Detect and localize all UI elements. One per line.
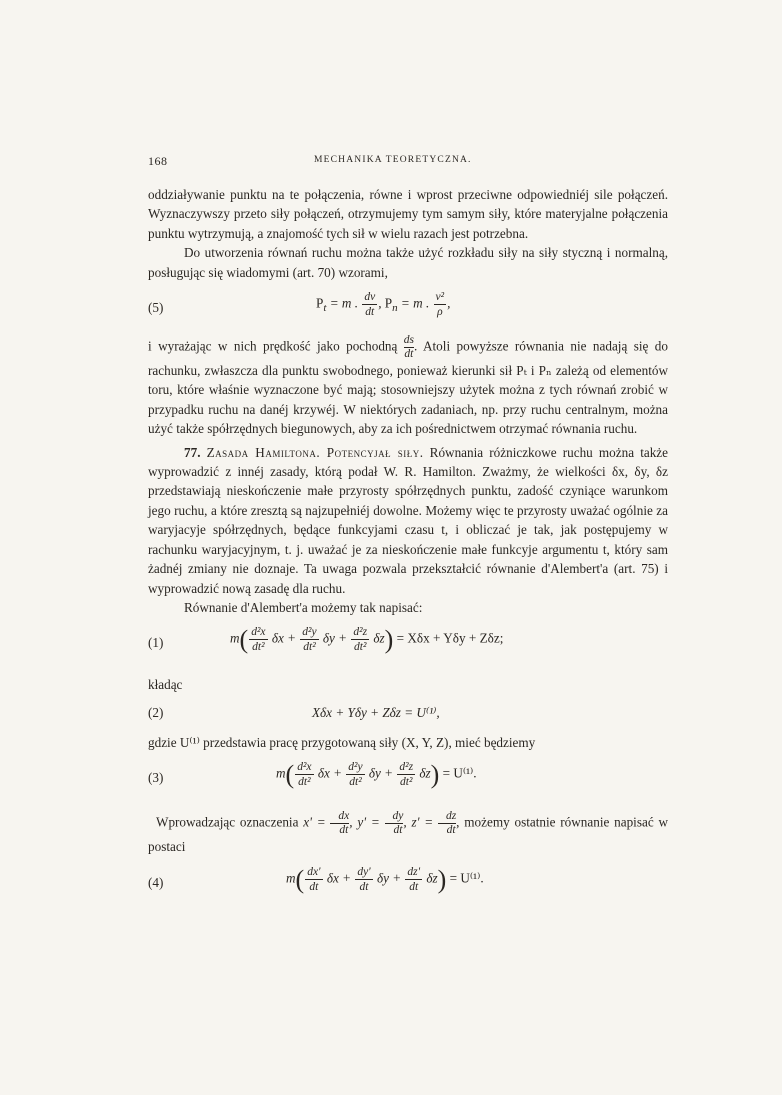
fraction: $\frac{\text{v²}}{\rho}$ [435, 291, 445, 319]
equation-1 [148, 621, 668, 671]
equation-number: (5) [148, 300, 164, 316]
fraction: $\frac{dx'}{dt}$ [307, 865, 321, 893]
page-number: 168 [148, 154, 168, 168]
section-77 [148, 443, 668, 598]
fraction: $\frac{\text{d²y}}{\text{dt²}}$ [302, 626, 317, 654]
fraction: $\frac{\text{d²x}}{\text{dt²}}$ [251, 626, 266, 654]
inline-fraction: $\frac{ds}{dt}$ [403, 334, 415, 361]
fraction: $\frac{\text{d²z}}{\text{dt²}}$ [399, 761, 414, 789]
equation-3 [148, 756, 668, 806]
paragraph-5: gdzie U⁽¹⁾ przedstawia pracę przygotowaną siły (X, Y, Z), mieć będziemy [148, 734, 536, 750]
equation-2 [148, 699, 668, 729]
equation-number: (2) [148, 704, 164, 720]
equation-4 [148, 861, 668, 911]
fraction: $\frac{\text{d²x}}{\text{dt²}}$ [297, 761, 312, 789]
equation-formula: m( $\frac{dx'}{dt}$ δx + $\frac{dy'}{dt}$ δy + $\frac{dz'}{dt}$ δz) = U⁽¹⁾. [286, 864, 484, 894]
paragraph-4: Równanie d'Alembert'a możemy tak napisać: [184, 599, 423, 615]
paragraph-2: Do utworzenia równań ruchu można także użyć rozkładu siły na siły styczną i normalną, posługując się wiadomymi (art. 70) wzorami, [148, 245, 668, 280]
equation-5 [148, 286, 668, 330]
section-title: Zasada Hamiltona. Potencyjał siły. [206, 444, 424, 460]
fraction: $\frac{dz'}{dt}$ [407, 865, 421, 893]
equation-formula: $P_t = m$ . $\frac{dv}{dt}$ , $P_n = m$ . $\frac{\text{v²}}{\rho}$ , [316, 291, 451, 319]
label-kladac: kładąc [148, 677, 183, 693]
paragraph-6: Wprowadzając oznaczenia x' = $\frac{dx}{dt}$ , y' = $\frac{dy}{dt}$ , z' = $\frac{dz}{dt}$ , możemy ostatnie równanie napisać w postaci [148, 810, 669, 855]
section-number: 77. [184, 444, 201, 460]
fraction: $\frac{dv}{dt}$ [364, 291, 376, 319]
inline-fraction: $\frac{dz}{dt}$ [438, 810, 456, 837]
equation-number: (4) [148, 874, 164, 890]
page-body [148, 185, 668, 915]
equation-number: (1) [148, 635, 164, 651]
equation-formula: Xδx + Yδy + Zδz = U⁽¹⁾, [312, 704, 440, 720]
page-header [148, 154, 668, 170]
inline-fraction: $\frac{dy}{dt}$ [385, 810, 404, 837]
section-text: Równania różniczkowe ruchu można także wyprowadzić z innéj zasady, którą podał W. R. Hamilton. Zważmy, że wielkości δx, δy, δz przedstawiają nieskończenie małe przyrosty spółrzędnych punktu, zadość czyniące warunkom jego ruchu, a które zresztą są najzupełniéj dowolne. Możemy więc te przyrosty uważać ogólnie za waryjacyje spółrzędnych, będące funkcyjami czasu t, i obliczać je tak, jak postępujemy w rachunku waryjacyjnym, t. j. uważać je za nieskończenie małe funkcyje argumentu t, który sam żadnéj zmiany nie doznaje. Ta uwaga pozwala przekształcić równanie d'Alembert'a (art. 75) i wyprowadzić nową zasadę dla ruchu. [148, 444, 669, 596]
fraction: $\frac{dy'}{dt}$ [357, 865, 371, 893]
inline-fraction: $\frac{dx}{dt}$ [330, 810, 349, 837]
running-title: MECHANIKA TEORETYCZNA. [314, 155, 472, 165]
fraction: $\frac{\text{d²z}}{\text{dt²}}$ [353, 626, 368, 654]
paragraph-3: i wyrażając w nich prędkość jako pochodną $\frac{ds}{dt}$ . Atoli powyższe równania nie nadają się do rachunku, zwłaszcza dla punktu swobodnego, ponieważ kierunki sił Pₜ i Pₙ zależą od elementów toru, które właśnie wyznaczone być mają; stosowniejszy użytek można z tych równań zrobić w przypadku ruchu na danéj krzywéj. W niektórych zadaniach, np. przy ruchu centralnym, można użyć także spółrzędnych biegunowych, aby za ich pośrednictwem otrzymać równania ruchu. [148, 334, 668, 437]
paragraph-1: oddziaływanie punktu na te połączenia, równe i wprost przeciwne odpowiedniéj sile połączeń. Wyznaczywszy przeto siły połączeń, otrzymujemy tym samym siły, które materyjalne połączenia punktu wytrzymują, a znajomość tych sił w wielu razach jest potrzebna. [148, 187, 668, 241]
equation-formula: m( $\frac{\text{d²x}}{\text{dt²}}$ δx + $\frac{\text{d²y}}{\text{dt²}}$ δy + $\frac{\text{d²z}}{\text{dt²}}$ δz) = U⁽¹⁾. [276, 759, 477, 789]
equation-formula: m( $\frac{\text{d²x}}{\text{dt²}}$ δx + $\frac{\text{d²y}}{\text{dt²}}$ δy + $\frac{\text{d²z}}{\text{dt²}}$ δz) = Xδx + Yδy + Zδz; [230, 625, 504, 655]
equation-number: (3) [148, 770, 164, 786]
fraction: $\frac{\text{d²y}}{\text{dt²}}$ [348, 761, 363, 789]
